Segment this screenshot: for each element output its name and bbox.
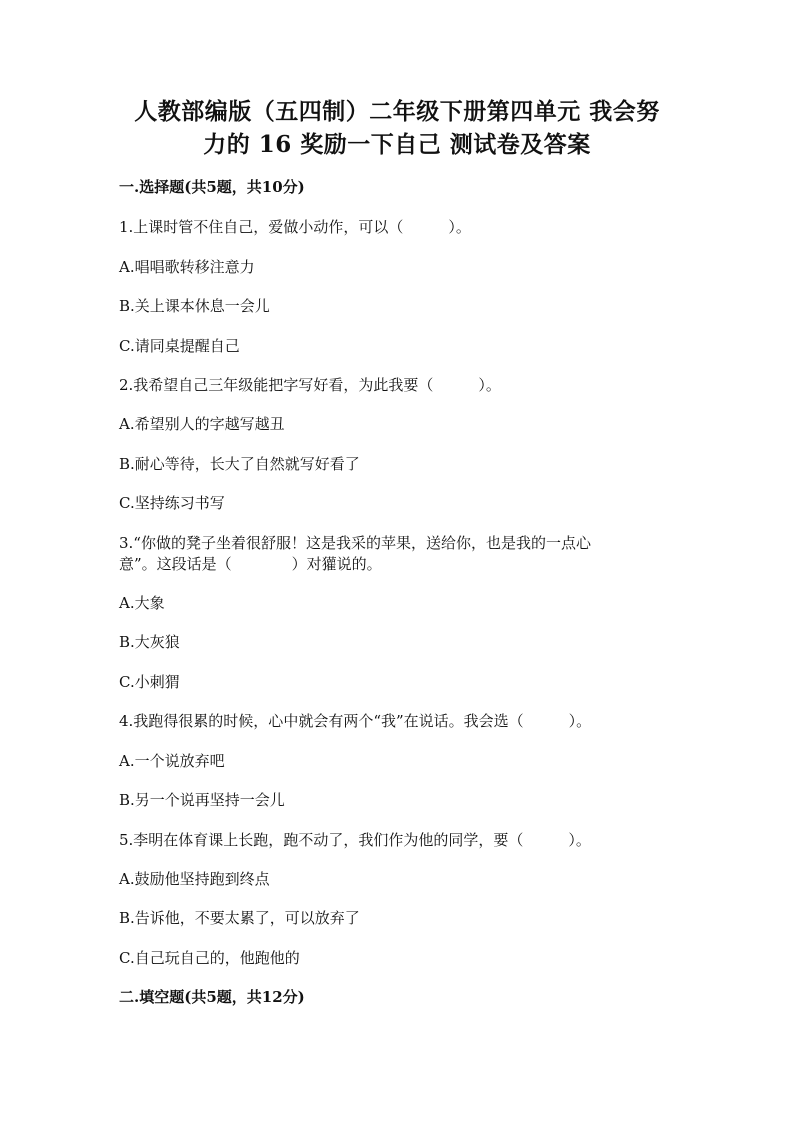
question-4-stem: 4.我跑得很累的时候，心中就会有两个“我”在说话。我会选（ ）。 — [119, 712, 592, 730]
question-3-option-b: B.大灰狼 — [119, 633, 180, 651]
section-heading-multiple-choice: 一.选择题(共5题，共10分) — [119, 178, 305, 196]
question-5-option-b: B.告诉他，不要太累了，可以放弃了 — [119, 909, 360, 927]
question-2-option-a: A.希望别人的字越写越丑 — [119, 415, 285, 433]
question-5-option-a: A.鼓励他坚持跑到终点 — [119, 870, 270, 888]
question-1-option-a: A.唱唱歌转移注意力 — [119, 258, 255, 276]
question-4-option-b: B.另一个说再坚持一会儿 — [119, 791, 285, 809]
question-1-stem: 1.上课时管不住自己，爱做小动作，可以（ ）。 — [119, 218, 471, 236]
question-5-stem: 5.李明在体育课上长跑，跑不动了，我们作为他的同学，要（ ）。 — [119, 831, 591, 849]
document-title-line-1: 人教部编版（五四制）二年级下册第四单元 我会努 — [134, 98, 660, 125]
question-1-option-c: C.请同桌提醒自己 — [119, 337, 240, 355]
question-3-option-a: A.大象 — [119, 594, 165, 612]
question-2-option-c: C.坚持练习书写 — [119, 494, 225, 512]
question-2-stem: 2.我希望自己三年级能把字写好看，为此我要（ ）。 — [119, 376, 501, 394]
document-title-line-2: 力的 16 奖励一下自己 测试卷及答案 — [203, 131, 591, 158]
question-4-option-a: A.一个说放弃吧 — [119, 752, 225, 770]
question-1-option-b: B.关上课本休息一会儿 — [119, 297, 270, 315]
section-heading-fill-in-blank: 二.填空题(共5题，共12分) — [119, 988, 305, 1006]
question-3-stem-line-2: 意”。这段话是（ ）对獾说的。 — [119, 555, 382, 573]
question-3-option-c: C.小刺猬 — [119, 673, 180, 691]
question-3-stem-line-1: 3.“你做的凳子坐着很舒服！这是我采的苹果，送给你，也是我的一点心 — [119, 534, 591, 552]
question-5-option-c: C.自己玩自己的，他跑他的 — [119, 949, 300, 967]
question-2-option-b: B.耐心等待，长大了自然就写好看了 — [119, 455, 360, 473]
